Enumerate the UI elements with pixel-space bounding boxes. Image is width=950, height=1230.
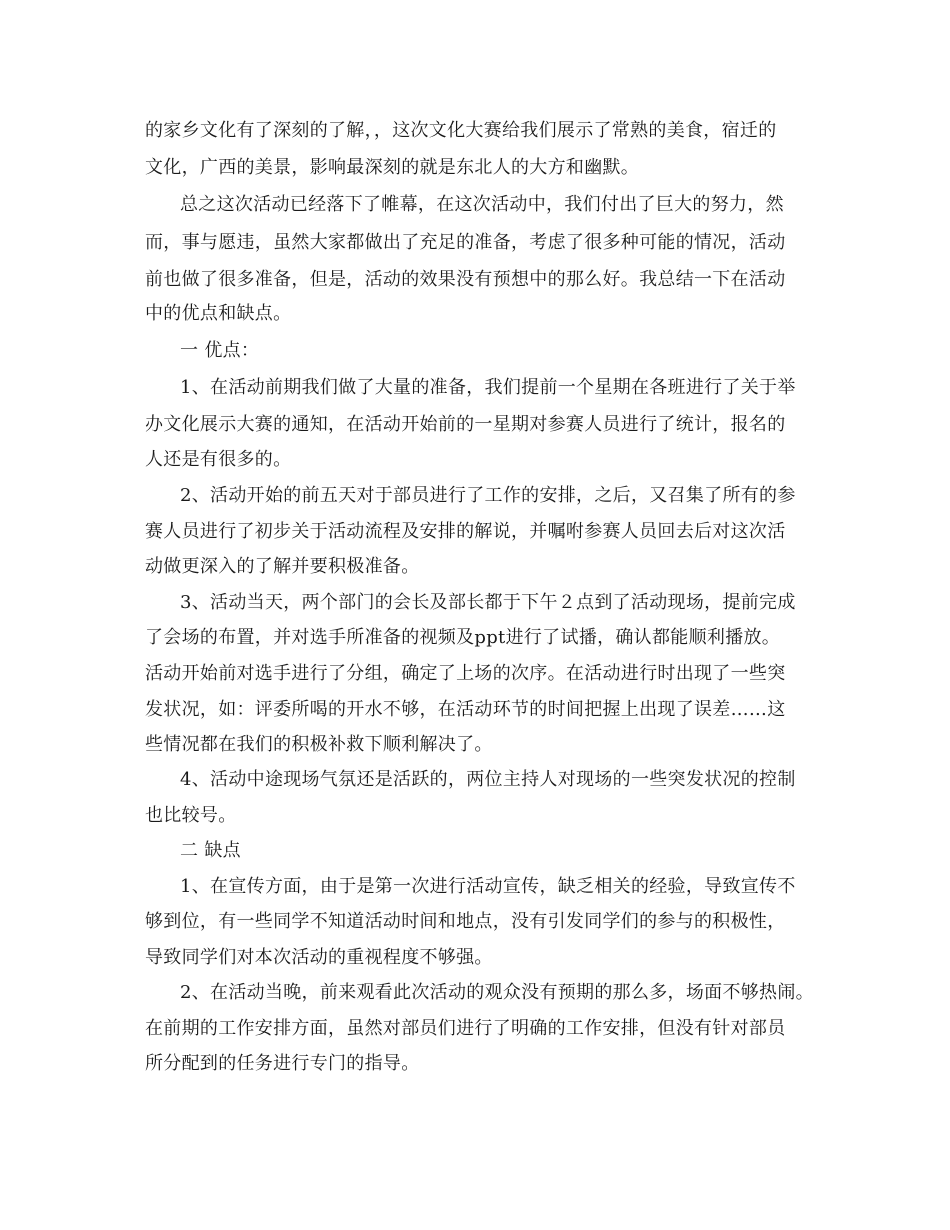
section-heading-advantages: 一 优点： — [180, 340, 260, 361]
text-line: 而，事与愿违，虽然大家都做出了充足的准备，考虑了很多种可能的情况，活动 — [145, 232, 786, 253]
text-line: 办文化展示大赛的通知，在活动开始前的一星期对参赛人员进行了统计，报名的 — [145, 414, 786, 435]
text-line: 够到位，有一些同学不知道活动时间和地点，没有引发同学们的参与的积极性， — [145, 911, 786, 932]
paragraph-start: 2、活动开始的前五天对于部员进行了工作的安排，之后，又召集了所有的参 — [180, 485, 796, 506]
paragraph-start: 总之这次活动已经落下了帷幕，在这次活动中，我们付出了巨大的努力，然 — [180, 194, 784, 215]
text-line: 导致同学们对本次活动的重视程度不够强。 — [145, 947, 493, 968]
text-line: 前也做了很多准备，但是，活动的效果没有预想中的那么好。我总结一下在活动 — [145, 269, 786, 290]
paragraph-start: 1、在宣传方面，由于是第一次进行活动宣传，缺乏相关的经验，导致宣传不 — [180, 876, 796, 897]
paragraph-start: 4、活动中途现场气氛还是活跃的，两位主持人对现场的一些突发状况的控制 — [180, 769, 796, 790]
text-line: 动做更深入的了解并要积极准备。 — [145, 556, 420, 577]
section-heading-disadvantages: 二 缺点 — [180, 840, 241, 861]
text-line: 文化，广西的美景，影响最深刻的就是东北人的大方和幽默。 — [145, 157, 640, 178]
text-line: 了会场的布置，并对选手所准备的视频及ppt进行了试播，确认都能顺利播放。 — [145, 627, 781, 648]
paragraph-start: 3、活动当天，两个部门的会长及部长都于下午２点到了活动现场，提前完成 — [180, 592, 796, 613]
paragraph-start: 2、在活动当晚，前来观看此次活动的观众没有预期的那么多，场面不够热闹。 — [180, 982, 814, 1003]
paragraph-start: 1、在活动前期我们做了大量的准备，我们提前一个星期在各班进行了关于举 — [180, 377, 796, 398]
text-line: 人还是有很多的。 — [145, 449, 292, 470]
text-line: 的家乡文化有了深刻的了解，，这次文化大赛给我们展示了常熟的美食，宿迁的 — [145, 120, 777, 141]
text-line: 所分配到的任务进行专门的指导。 — [145, 1053, 420, 1074]
text-line: 赛人员进行了初步关于活动流程及安排的解说，并嘱咐参赛人员回去后对这次活 — [145, 521, 786, 542]
text-line: 中的优点和缺点。 — [145, 303, 292, 324]
text-line: 些情况都在我们的积极补救下顺利解决了。 — [145, 734, 493, 755]
text-line: 活动开始前对选手进行了分组，确定了上场的次序。在活动进行时出现了一些突 — [145, 663, 786, 684]
text-line: 发状况，如：评委所喝的开水不够，在活动环节的时间把握上出现了误差……这 — [145, 699, 786, 720]
text-line: 也比较号。 — [145, 805, 237, 826]
text-line: 在前期的工作安排方面，虽然对部员们进行了明确的工作安排，但没有针对部员 — [145, 1018, 786, 1039]
